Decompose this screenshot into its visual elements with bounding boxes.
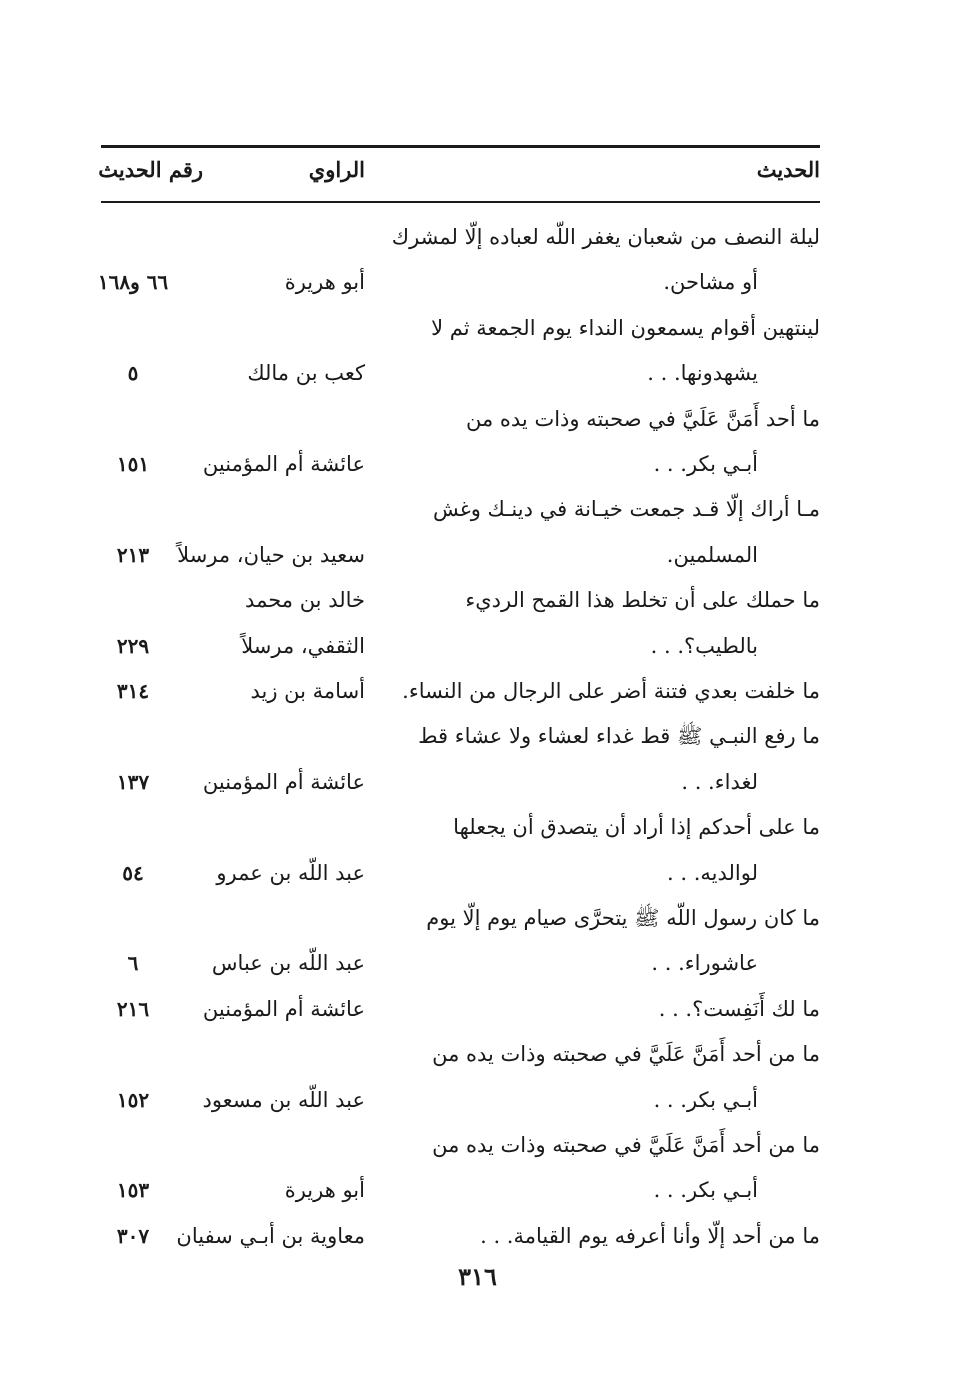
narrator-name: عائشة أم المؤمنين — [202, 452, 365, 476]
hadith-text-continuation: المسلمين. — [666, 542, 758, 567]
hadith-text-line: ليلة النصف من شعبان يغفر اللّه لعباده إلّا لمشرك — [391, 225, 820, 249]
hadith-text-continuation: يشهدونها. . . — [647, 361, 758, 386]
hadith-text-continuation: أبـي بكر. . . — [653, 1178, 758, 1203]
hadith-text-line: ما رفع النبـي ﷺ قط غداء لعشاء ولا عشاء قط — [418, 724, 820, 749]
narrator-name: عائشة أم المؤمنين — [202, 996, 365, 1021]
hadith-text-line: ما من أحد إلّا وأنا أعرفه يوم القيامة. . . — [480, 1223, 820, 1248]
narrator-name: عبد اللّه بن عباس — [211, 951, 365, 976]
hadith-text-line: لينتهين أقوام يسمعون النداء يوم الجمعة ثم لا — [431, 315, 820, 340]
hadith-text-line: ما على أحدكم إذا أراد أن يتصدق أن يجعلها — [453, 815, 820, 840]
hadith-text-continuation: أبـي بكر. . . — [653, 452, 758, 476]
header-rule — [101, 201, 820, 203]
hadith-text-continuation: بالطيب؟. . . — [650, 633, 758, 658]
narrator-name: الثقفي، مرسلاً — [241, 633, 365, 658]
hadith-text-line: ما أحد أَمَنَّ عَلَيَّ في صحبته وذات يده من — [465, 406, 820, 431]
hadith-number: ٢١٦ — [116, 996, 150, 1021]
hadith-number: ٣٠٧ — [116, 1223, 150, 1248]
hadith-number: ٦٦ و١٦٨ — [97, 270, 169, 295]
hadith-text-line: مـا أراك إلّا قـد جمعت خيـانة في دينـك وغش — [432, 497, 820, 522]
narrator-name: عبد اللّه بن عمرو — [216, 860, 365, 885]
hadith-text-line: ما حملك على أن تخلط هذا القمح الرديء — [465, 588, 820, 613]
narrator-name: عائشة أم المؤمنين — [202, 769, 365, 794]
hadith-text-continuation: أو مشاحن. — [663, 270, 758, 295]
hadith-text-line: ما من أحد أَمَنَّ عَلَيَّ في صحبته وذات يده من — [432, 1042, 820, 1067]
hadith-number: ٥ — [127, 361, 139, 386]
hadith-number: ٢١٣ — [116, 542, 150, 567]
hadith-text-line: ما كان رسول اللّه ﷺ يتحرَّى صيام يوم إلّا يوم — [426, 906, 820, 930]
hadith-text-continuation: أبـي بكر. . . — [653, 1087, 758, 1112]
hadith-text-continuation: عاشوراء. . . — [651, 951, 758, 976]
hadith-number: ٣١٤ — [116, 679, 150, 703]
narrator-name: سعيد بن حيان، مرسلاً — [177, 542, 365, 567]
column-header-number: رقم الحديث — [98, 157, 203, 182]
hadith-text-continuation: لغداء. . . — [681, 769, 758, 794]
hadith-text-line: ما لك أَنَفِست؟. . . — [658, 996, 820, 1021]
hadith-number: ٢٢٩ — [116, 633, 150, 658]
hadith-number: ١٥١ — [116, 452, 150, 476]
hadith-number: ١٣٧ — [116, 769, 150, 794]
hadith-text-line: ما من أحد أَمَنَّ عَلَيَّ في صحبته وذات يده من — [432, 1133, 820, 1157]
page-number: ٣١٦ — [458, 1262, 497, 1291]
hadith-text-continuation: لوالديه. . . — [667, 860, 758, 885]
hadith-number: ١٥٣ — [116, 1178, 150, 1203]
narrator-name: أبو هريرة — [284, 1178, 365, 1203]
narrator-name: أسامة بن زيد — [250, 679, 365, 703]
hadith-number: ١٥٢ — [116, 1087, 150, 1112]
narrator-name: كعب بن مالك — [247, 361, 365, 386]
top-rule — [101, 145, 820, 148]
narrator-name: معاوية بن أبـي سفيان — [176, 1223, 365, 1248]
narrator-name: أبو هريرة — [284, 270, 365, 295]
hadith-text-line: ما خلفت بعدي فتنة أضر على الرجال من النساء. — [402, 679, 820, 703]
narrator-name: عبد اللّه بن مسعود — [202, 1087, 365, 1112]
column-header-hadith: الحديث — [756, 157, 820, 182]
hadith-number: ٦ — [127, 951, 139, 976]
narrator-name: خالد بن محمد — [245, 588, 365, 613]
hadith-number: ٥٤ — [122, 860, 144, 885]
column-header-narrator: الراوي — [308, 157, 365, 182]
